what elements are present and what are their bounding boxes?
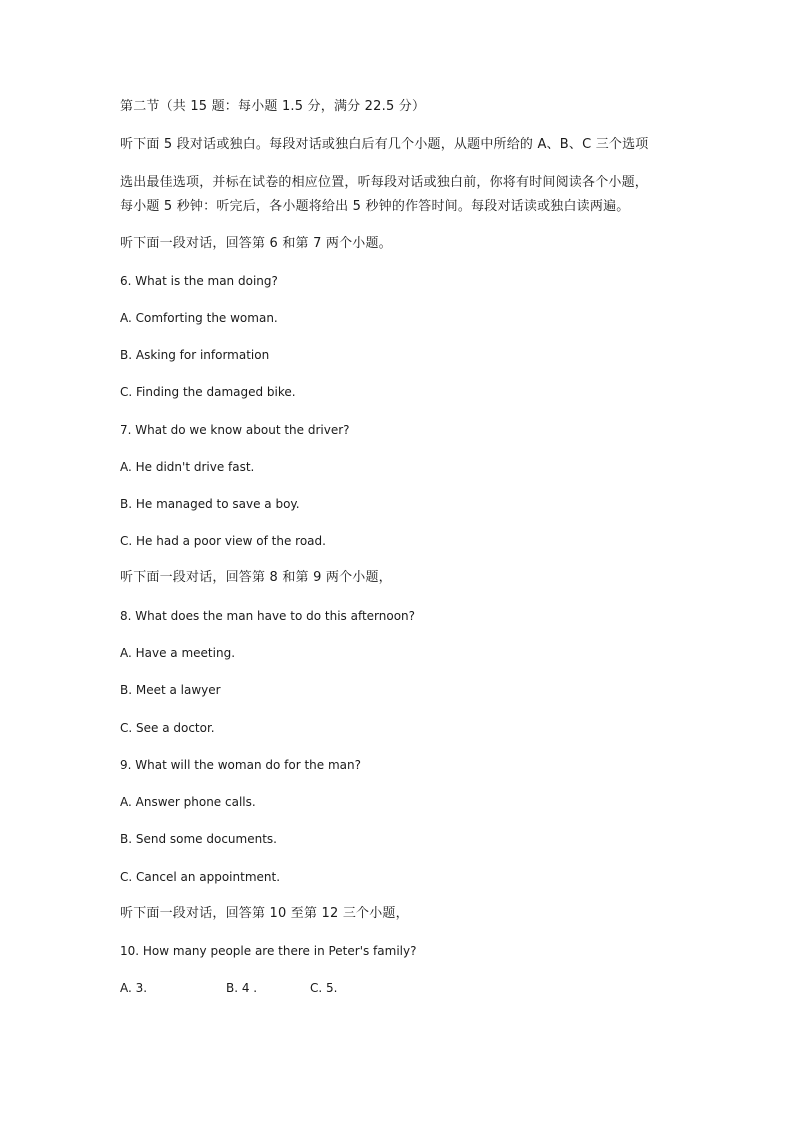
question-6-option-b: B. Asking for information <box>120 348 270 362</box>
question-9-option-b: B. Send some documents. <box>120 832 277 846</box>
question-9-option-c: C. Cancel an appointment. <box>120 870 281 884</box>
question-10-option-b: B. 4 . <box>226 981 258 995</box>
question-10-option-c: C. 5. <box>310 981 338 995</box>
question-9: 9. What will the woman do for the man? <box>120 758 361 772</box>
question-8-option-b: B. Meet a lawyer <box>120 683 221 697</box>
instructions-line-1: 听下面 5 段对话或独白。每段对话或独白后有几个小题，从题中所给的 A、B、C 三个选项 <box>120 137 649 152</box>
dialogue-2-intro: 听下面一段对话，回答第 8 和第 9 两个小题， <box>120 570 392 585</box>
instructions-line-2: 选出最佳选项，并标在试卷的相应位置，听每段对话或独白前，你将有时间阅读各个小题， <box>120 175 649 190</box>
question-6: 6. What is the man doing? <box>120 274 278 288</box>
question-10-option-a: A. 3. <box>120 981 148 995</box>
question-10: 10. How many people are there in Peter's family? <box>120 944 417 958</box>
question-8: 8. What does the man have to do this afternoon? <box>120 609 416 623</box>
dialogue-1-intro: 听下面一段对话，回答第 6 和第 7 两个小题。 <box>120 236 392 251</box>
question-10-options <box>120 979 420 997</box>
instructions-line-3: 每小题 5 秒钟：听完后，各小题将给出 5 秒钟的作答时间。每段对话读或独白读两遍。 <box>120 199 630 214</box>
question-8-option-a: A. Have a meeting. <box>120 646 236 660</box>
question-7-option-c: C. He had a poor view of the road. <box>120 534 326 548</box>
question-7-option-b: B. He managed to save a boy. <box>120 497 300 511</box>
question-6-option-c: C. Finding the damaged bike. <box>120 385 296 399</box>
question-9-option-a: A. Answer phone calls. <box>120 795 256 809</box>
section-header: 第二节（共 15 题：每小题 1.5 分，满分 22.5 分） <box>120 99 426 114</box>
question-7: 7. What do we know about the driver? <box>120 423 350 437</box>
question-7-option-a: A. He didn't drive fast. <box>120 460 255 474</box>
question-8-option-c: C. See a doctor. <box>120 721 215 735</box>
question-6-option-a: A. Comforting the woman. <box>120 311 278 325</box>
dialogue-3-intro: 听下面一段对话，回答第 10 至第 12 三个小题， <box>120 906 409 921</box>
